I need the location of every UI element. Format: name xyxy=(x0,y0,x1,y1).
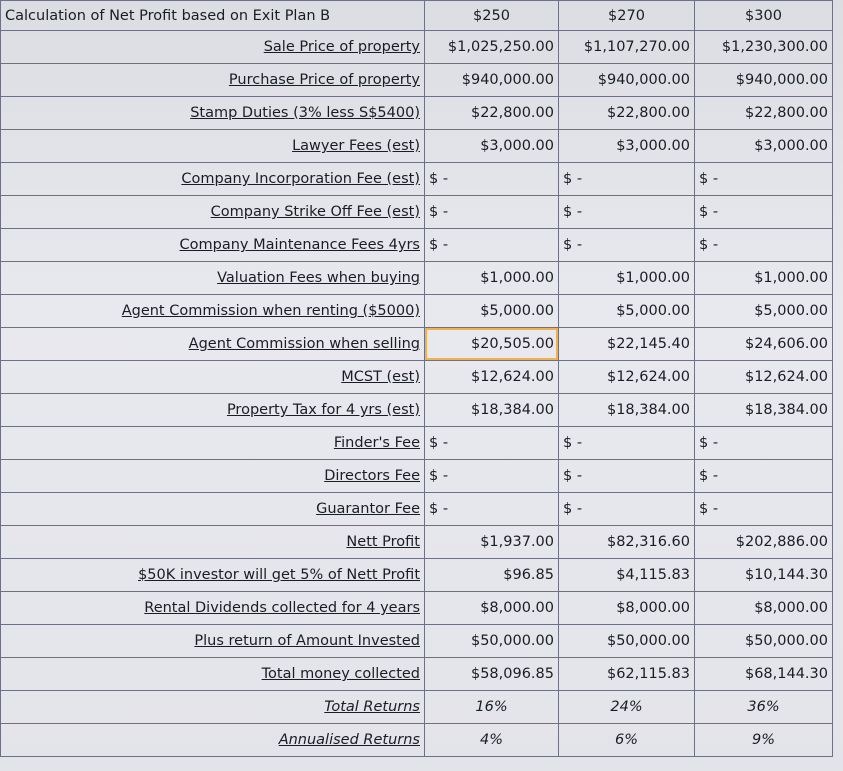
value-cell[interactable]: $3,000.00 xyxy=(559,130,695,163)
value-cell[interactable]: $96.85 xyxy=(425,559,559,592)
value-cell[interactable]: $1,025,250.00 xyxy=(425,31,559,64)
value-cell[interactable]: $3,000.00 xyxy=(425,130,559,163)
value-cell[interactable]: $1,000.00 xyxy=(695,262,833,295)
table-row xyxy=(1,559,833,592)
value-cell[interactable]: $ - xyxy=(695,493,833,526)
value-cell[interactable]: $12,624.00 xyxy=(695,361,833,394)
value-cell[interactable]: $ - xyxy=(425,460,559,493)
value-cell[interactable]: $1,000.00 xyxy=(425,262,559,295)
row-label[interactable]: Directors Fee xyxy=(1,460,425,493)
value-cell[interactable]: $ - xyxy=(695,427,833,460)
value-cell[interactable]: $58,096.85 xyxy=(425,658,559,691)
table-row xyxy=(1,262,833,295)
value-cell[interactable]: $ - xyxy=(559,163,695,196)
value-cell[interactable]: $ - xyxy=(559,196,695,229)
value-cell[interactable]: $18,384.00 xyxy=(559,394,695,427)
value-cell[interactable]: $50,000.00 xyxy=(559,625,695,658)
value-cell[interactable]: $18,384.00 xyxy=(425,394,559,427)
value-cell[interactable]: $22,145.40 xyxy=(559,328,695,361)
value-cell[interactable]: $ - xyxy=(695,460,833,493)
table-row xyxy=(1,394,833,427)
value-cell[interactable]: $22,800.00 xyxy=(425,97,559,130)
row-label[interactable]: Company Incorporation Fee (est) xyxy=(1,163,425,196)
row-label[interactable]: Property Tax for 4 yrs (est) xyxy=(1,394,425,427)
value-cell[interactable]: $82,316.60 xyxy=(559,526,695,559)
table-row xyxy=(1,592,833,625)
value-cell[interactable]: $3,000.00 xyxy=(695,130,833,163)
header-price-300[interactable]: $300 xyxy=(695,1,833,31)
value-cell[interactable]: $24,606.00 xyxy=(695,328,833,361)
row-label[interactable]: Company Strike Off Fee (est) xyxy=(1,196,425,229)
table-title[interactable]: Calculation of Net Profit based on Exit Plan B xyxy=(1,1,425,31)
table-row xyxy=(1,625,833,658)
row-label[interactable]: Guarantor Fee xyxy=(1,493,425,526)
value-cell[interactable]: $ - xyxy=(425,163,559,196)
row-label[interactable]: Plus return of Amount Invested xyxy=(1,625,425,658)
value-cell[interactable]: $18,384.00 xyxy=(695,394,833,427)
row-label[interactable]: MCST (est) xyxy=(1,361,425,394)
header-row xyxy=(1,1,833,31)
row-label[interactable]: Agent Commission when renting ($5000) xyxy=(1,295,425,328)
table-row xyxy=(1,229,833,262)
table-row xyxy=(1,295,833,328)
row-label[interactable]: Company Maintenance Fees 4yrs xyxy=(1,229,425,262)
value-cell[interactable]: $4,115.83 xyxy=(559,559,695,592)
value-cell[interactable]: $22,800.00 xyxy=(559,97,695,130)
row-label[interactable]: $50K investor will get 5% of Nett Profit xyxy=(1,559,425,592)
value-cell[interactable]: $ - xyxy=(425,229,559,262)
value-cell[interactable]: 6% xyxy=(559,724,695,757)
table-row xyxy=(1,493,833,526)
table-row xyxy=(1,724,833,757)
row-label[interactable]: Agent Commission when selling xyxy=(1,328,425,361)
value-cell[interactable]: 16% xyxy=(425,691,559,724)
value-cell[interactable]: $ - xyxy=(425,427,559,460)
table-row xyxy=(1,691,833,724)
table-row xyxy=(1,97,833,130)
value-cell[interactable]: $ - xyxy=(695,196,833,229)
value-cell[interactable]: $68,144.30 xyxy=(695,658,833,691)
value-cell[interactable]: 24% xyxy=(559,691,695,724)
value-cell[interactable]: $ - xyxy=(425,196,559,229)
value-cell[interactable]: $12,624.00 xyxy=(425,361,559,394)
value-cell[interactable]: $50,000.00 xyxy=(425,625,559,658)
value-cell[interactable]: $940,000.00 xyxy=(695,64,833,97)
table-row xyxy=(1,163,833,196)
row-label[interactable]: Total Returns xyxy=(1,691,425,724)
table-row xyxy=(1,460,833,493)
row-label[interactable]: Nett Profit xyxy=(1,526,425,559)
value-cell[interactable]: $1,107,270.00 xyxy=(559,31,695,64)
header-price-270[interactable]: $270 xyxy=(559,1,695,31)
table-row xyxy=(1,31,833,64)
value-cell[interactable]: $1,230,300.00 xyxy=(695,31,833,64)
value-cell[interactable]: $50,000.00 xyxy=(695,625,833,658)
value-cell[interactable]: $8,000.00 xyxy=(559,592,695,625)
value-cell[interactable]: 36% xyxy=(695,691,833,724)
value-cell[interactable]: $940,000.00 xyxy=(559,64,695,97)
value-cell[interactable]: $202,886.00 xyxy=(695,526,833,559)
value-cell[interactable]: $22,800.00 xyxy=(695,97,833,130)
value-cell[interactable]: $10,144.30 xyxy=(695,559,833,592)
value-cell[interactable]: $5,000.00 xyxy=(425,295,559,328)
row-label[interactable]: Rental Dividends collected for 4 years xyxy=(1,592,425,625)
table-row xyxy=(1,526,833,559)
row-label[interactable]: Stamp Duties (3% less S$5400) xyxy=(1,97,425,130)
value-cell[interactable]: $ - xyxy=(559,229,695,262)
value-cell[interactable]: $62,115.83 xyxy=(559,658,695,691)
value-cell[interactable]: $ - xyxy=(695,229,833,262)
value-cell[interactable]: $1,000.00 xyxy=(559,262,695,295)
value-cell[interactable]: 4% xyxy=(425,724,559,757)
table-row xyxy=(1,658,833,691)
table-row xyxy=(1,196,833,229)
table-row xyxy=(1,361,833,394)
row-label[interactable]: Annualised Returns xyxy=(1,724,425,757)
table-row xyxy=(1,427,833,460)
row-label[interactable]: Lawyer Fees (est) xyxy=(1,130,425,163)
value-cell[interactable]: $20,505.00 xyxy=(425,328,559,361)
row-label[interactable]: Valuation Fees when buying xyxy=(1,262,425,295)
value-cell[interactable]: $5,000.00 xyxy=(559,295,695,328)
value-cell[interactable]: $940,000.00 xyxy=(425,64,559,97)
value-cell[interactable]: $ - xyxy=(695,163,833,196)
header-price-250[interactable]: $250 xyxy=(425,1,559,31)
value-cell[interactable]: 9% xyxy=(695,724,833,757)
value-cell[interactable]: $1,937.00 xyxy=(425,526,559,559)
table-row xyxy=(1,328,833,361)
value-cell[interactable]: $ - xyxy=(559,493,695,526)
table-row xyxy=(1,130,833,163)
value-cell[interactable]: $8,000.00 xyxy=(425,592,559,625)
value-cell[interactable]: $ - xyxy=(425,493,559,526)
value-cell[interactable]: $ - xyxy=(559,427,695,460)
value-cell[interactable]: $8,000.00 xyxy=(695,592,833,625)
table-row xyxy=(1,64,833,97)
row-label[interactable]: Total money collected xyxy=(1,658,425,691)
value-cell[interactable]: $5,000.00 xyxy=(695,295,833,328)
value-cell[interactable]: $12,624.00 xyxy=(559,361,695,394)
row-label[interactable]: Purchase Price of property xyxy=(1,64,425,97)
row-label[interactable]: Finder's Fee xyxy=(1,427,425,460)
value-cell[interactable]: $ - xyxy=(559,460,695,493)
row-label[interactable]: Sale Price of property xyxy=(1,31,425,64)
